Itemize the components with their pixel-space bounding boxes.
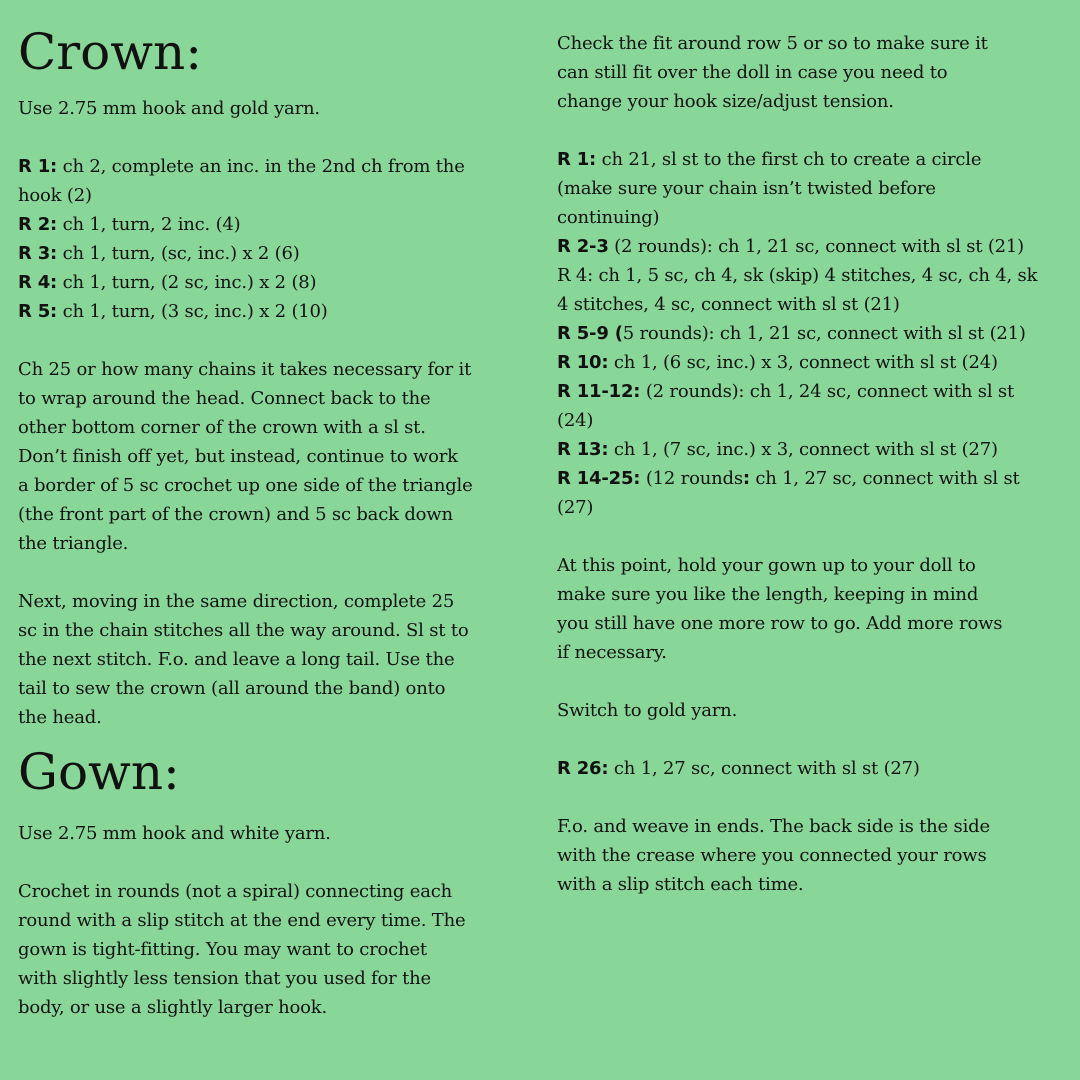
text-line: sc in the chain stitches all the way around. Sl st to [18,620,469,641]
crown-row-1: R 1: ch 2, complete an inc. in the 2nd ch from the [18,156,465,177]
gown-rows [557,145,1037,522]
text-line: tail to sew the crown (all around the band) onto [18,678,446,699]
crown-heading: Crown: [18,23,203,81]
text-line: a border of 5 sc crochet up one side of the triangle [18,475,473,496]
text-line: if necessary. [557,642,667,663]
text-line: (the front part of the crown) and 5 sc back down [18,504,453,525]
text-line: change your hook size/adjust tension. [557,91,894,112]
crown-row-4: R 4: ch 1, turn, (2 sc, inc.) x 2 (8) [18,272,317,293]
crown-band-paragraph [18,355,473,558]
gown-switch-yarn: Switch to gold yarn. [557,700,738,721]
gown-row-14-25-cont: (27) [557,497,594,518]
gown-heading: Gown: [18,743,180,801]
text-line: body, or use a slightly larger hook. [18,997,327,1018]
text-line: the head. [18,707,102,728]
gown-row-2-3: R 2-3 (2 rounds): ch 1, 21 sc, connect with sl st (21) [557,236,1025,257]
gown-row-14-25: R 14-25: (12 rounds: ch 1, 27 sc, connect with sl st [557,468,1020,489]
gown-row-1-cont: (make sure your chain isn’t twisted before [557,178,936,199]
text-line: Check the fit around row 5 or so to make sure it [557,33,988,54]
text-line: the triangle. [18,533,129,554]
gown-row-5-9: R 5-9 (5 rounds): ch 1, 21 sc, connect with sl st (21) [557,323,1026,344]
crown-row-2: R 2: ch 1, turn, 2 inc. (4) [18,214,241,235]
gown-row-10: R 10: ch 1, (6 sc, inc.) x 3, connect with sl st (24) [557,352,998,373]
text-line: At this point, hold your gown up to your doll to [557,555,976,576]
gown-row-26: R 26: ch 1, 27 sc, connect with sl st (27) [557,758,920,779]
text-line: you still have one more row to go. Add more rows [557,613,1003,634]
text-line: with a slip stitch each time. [557,874,804,895]
crown-row-3: R 3: ch 1, turn, (sc, inc.) x 2 (6) [18,243,300,264]
gown-row-11-12: R 11-12: (2 rounds): ch 1, 24 sc, connect with sl st [557,381,1014,402]
text-line: with slightly less tension that you used for the [18,968,431,989]
crown-row-5: R 5: ch 1, turn, (3 sc, inc.) x 2 (10) [18,301,328,322]
text-line: Crochet in rounds (not a spiral) connecting each [18,881,453,902]
text-line: F.o. and weave in ends. The back side is the side [557,816,990,837]
gown-row-1: R 1: ch 21, sl st to the first ch to create a circle [557,149,982,170]
gown-end-paragraph [557,812,990,899]
text-line: Next, moving in the same direction, complete 25 [18,591,455,612]
crown-finish-paragraph [18,587,469,732]
text-line: Don’t finish off yet, but instead, continue to work [18,446,458,467]
crown-rows [18,152,465,326]
text-line: with the crease where you connected your rows [557,845,987,866]
gown-intro: Use 2.75 mm hook and white yarn. [18,823,331,844]
text-line: gown is tight-fitting. You may want to crochet [18,939,427,960]
text-line: other bottom corner of the crown with a sl st. [18,417,426,438]
text-line: to wrap around the head. Connect back to the [18,388,431,409]
gown-row-4: R 4: ch 1, 5 sc, ch 4, sk (skip) 4 stitches, 4 sc, ch 4, sk [557,265,1038,286]
gown-length-paragraph [557,551,1002,667]
text-line: can still fit over the doll in case you need to [557,62,948,83]
gown-row-13: R 13: ch 1, (7 sc, inc.) x 3, connect with sl st (27) [557,439,998,460]
gown-row-11-12-cont: (24) [557,410,594,431]
text-line: make sure you like the length, keeping in mind [557,584,979,605]
gown-rounds-paragraph [18,877,465,1022]
crown-row-1-cont: hook (2) [18,185,92,206]
crown-intro: Use 2.75 mm hook and gold yarn. [18,98,320,119]
text-line: Ch 25 or how many chains it takes necessary for it [18,359,472,380]
gown-row-1-cont: continuing) [557,207,660,228]
gown-fit-paragraph [557,29,988,116]
text-line: round with a slip stitch at the end every time. The [18,910,466,931]
gown-row-4-cont: 4 stitches, 4 sc, connect with sl st (21) [557,294,900,315]
text-line: the next stitch. F.o. and leave a long tail. Use the [18,649,455,670]
